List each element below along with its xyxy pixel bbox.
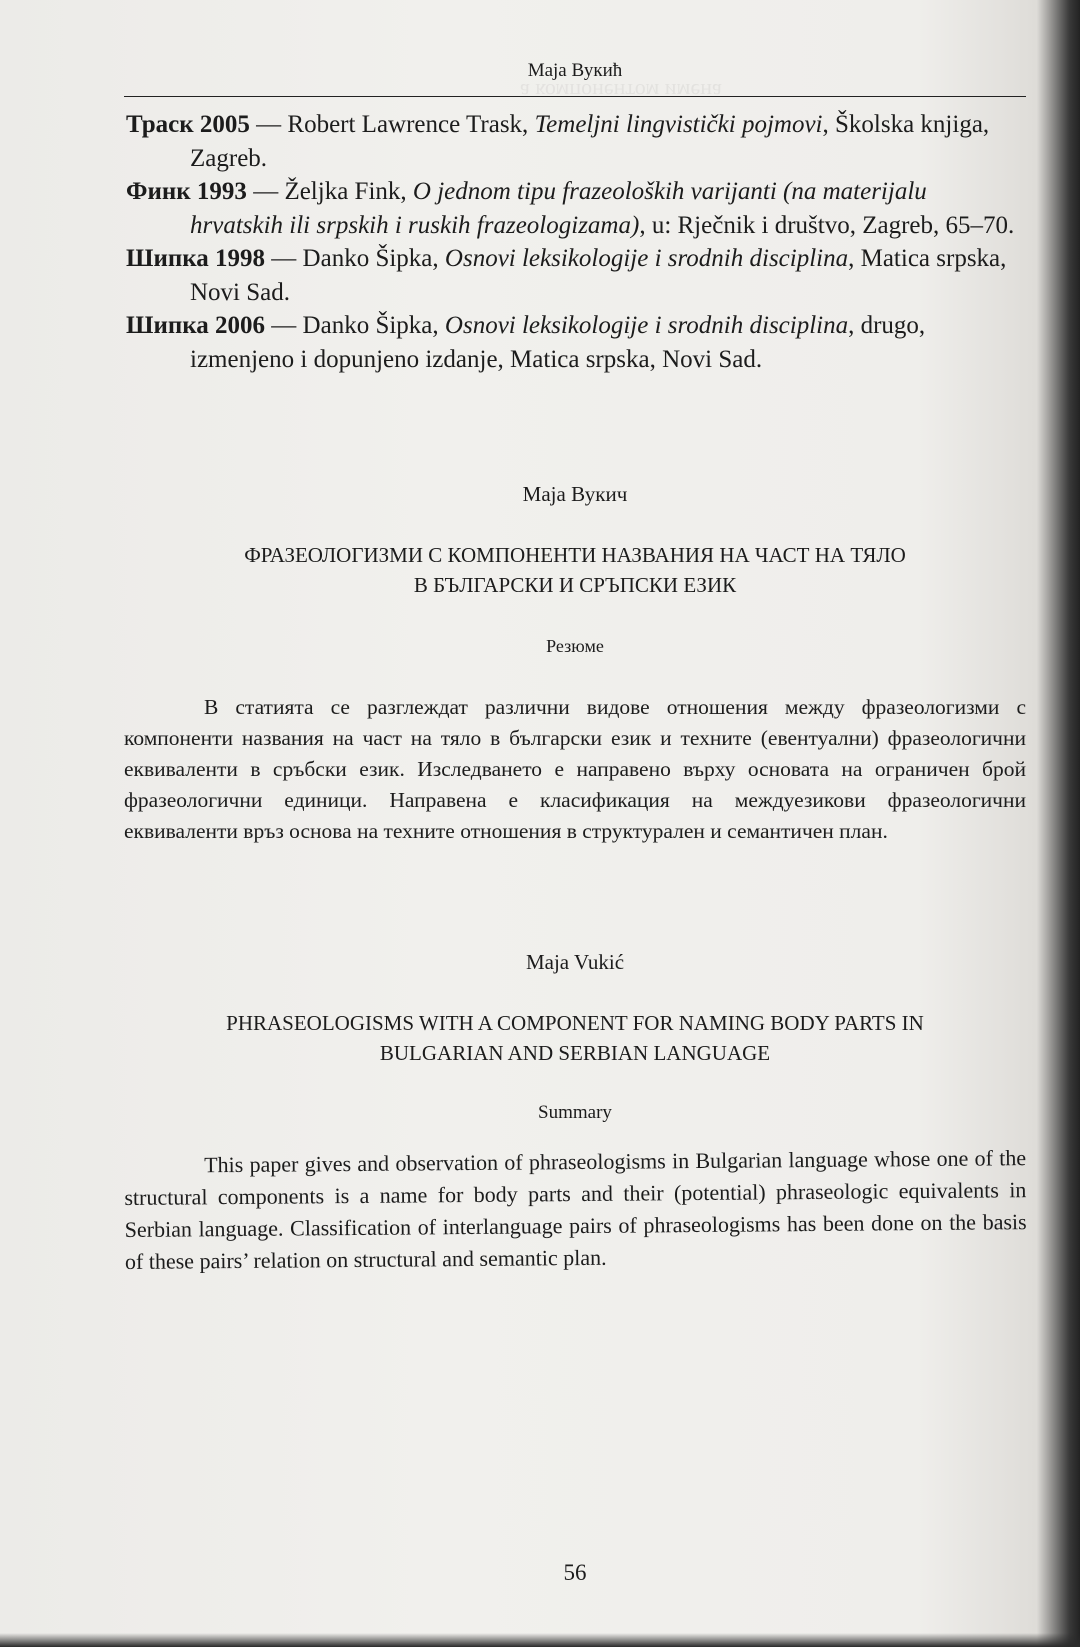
reference-title: Osnovi leksikologije i srodnih disciplina [444, 245, 849, 272]
header-rule [124, 96, 1026, 97]
book-edge-shadow [0, 1633, 1080, 1647]
running-head: Маја Вукић [527, 60, 623, 81]
reference-details: , drugo, izmenjeno i dopunjeno izdanje, Matica srpska, Novi Sad. [190, 312, 926, 373]
reference-key: Шипка 2006 [126, 312, 266, 339]
reference-author: Danko Šipka, [302, 245, 439, 272]
english-title-line: PHRASEOLOGISMS WITH A COMPONENT FOR NAMING BODY PARTS IN [226, 1011, 924, 1035]
bulgarian-title [124, 540, 1026, 600]
bulgarian-abstract: В статията се разглеждат различни видове отношения между фразеологизми с компоненти названия на част на тяло в български език и техните (евентуални) фразеологични еквиваленти в сръбски език. Изследването е направено върху основата на ограничен брой фразеологични единици. Направена е класификация на междуезикови фразеологични еквиваленти връз основа на техните отношения в структурален и семантичен план. [124, 695, 1026, 843]
english-section-heading: Summary [538, 1102, 612, 1123]
bulgarian-section-heading: Резюме [546, 636, 604, 656]
reference-details: , Matica srpska, Novi Sad. [190, 245, 1007, 306]
english-title-line: BULGARIAN AND SERBIAN LANGUAGE [379, 1041, 771, 1065]
english-summary: This paper gives and observation of phraseologisms in Bulgarian language whose one of the structural components is a name for body parts and their (potential) phraseologic equivalents in Serbian language. Classification of interlanguage pairs of phraseologisms has been done on the basis of these pairs’ relation on structural and semantic plan. [124, 1145, 1027, 1274]
reference-key: Шипка 1998 [126, 245, 266, 272]
english-title [124, 1008, 1026, 1068]
english-author: Maja Vukić [525, 950, 625, 974]
reference-list [126, 108, 1026, 376]
bulgarian-title-line: ФРАЗЕОЛОГИЗМИ С КОМПОНЕНТИ НАЗВАНИЯ НА ЧАСТ НА ТЯЛО [244, 543, 906, 567]
reference-item: Траск 2005 — Robert Lawrence Trask, Temeljni lingvistički pojmovi, Školska knjiga, Zagreb. [126, 111, 990, 172]
bulgarian-title-line: В БЪЛГАРСКИ И СРЪПСКИ ЕЗИК [413, 573, 737, 597]
reference-author: Željka Fink, [284, 178, 407, 205]
reference-item: Финк 1993 — Željka Fink, O jednom tipu frazeoloških varijanti (na materijalu hrvatskih ili srpskih i ruskih frazeologizama), u: Rječnik i društvo, Zagreb, 65–70. [126, 178, 1015, 239]
reference-item: Шипка 1998 — Danko Šipka, Osnovi leksikologije i srodnih disciplina, Matica srpska, Novi Sad. [126, 245, 1007, 306]
reference-title: O jednom tipu frazeoloških varijanti (na materijalu hrvatskih ili srpskih i ruskih frazeologizama) [190, 178, 927, 239]
reference-details: , Školska knjiga, Zagreb. [190, 111, 990, 172]
reference-title: Temeljni lingvistički pojmovi [534, 111, 823, 138]
page-number: 56 [563, 1560, 587, 1585]
bleed-through-text: а компонентом имена [520, 79, 722, 104]
reference-item: Шипка 2006 — Danko Šipka, Osnovi leksikologije i srodnih disciplina, drugo, izmenjeno i dopunjeno izdanje, Matica srpska, Novi Sad. [126, 312, 926, 373]
reference-key: Финк 1993 [126, 178, 247, 205]
bulgarian-author: Маја Вукич [522, 482, 628, 506]
reference-key: Траск 2005 [126, 111, 250, 138]
reference-author: Robert Lawrence Trask, [287, 111, 529, 138]
reference-author: Danko Šipka, [302, 312, 439, 339]
reference-details: , u: Rječnik i društvo, Zagreb, 65–70. [639, 211, 1015, 239]
reference-title: Osnovi leksikologije i srodnih disciplina [444, 312, 849, 339]
